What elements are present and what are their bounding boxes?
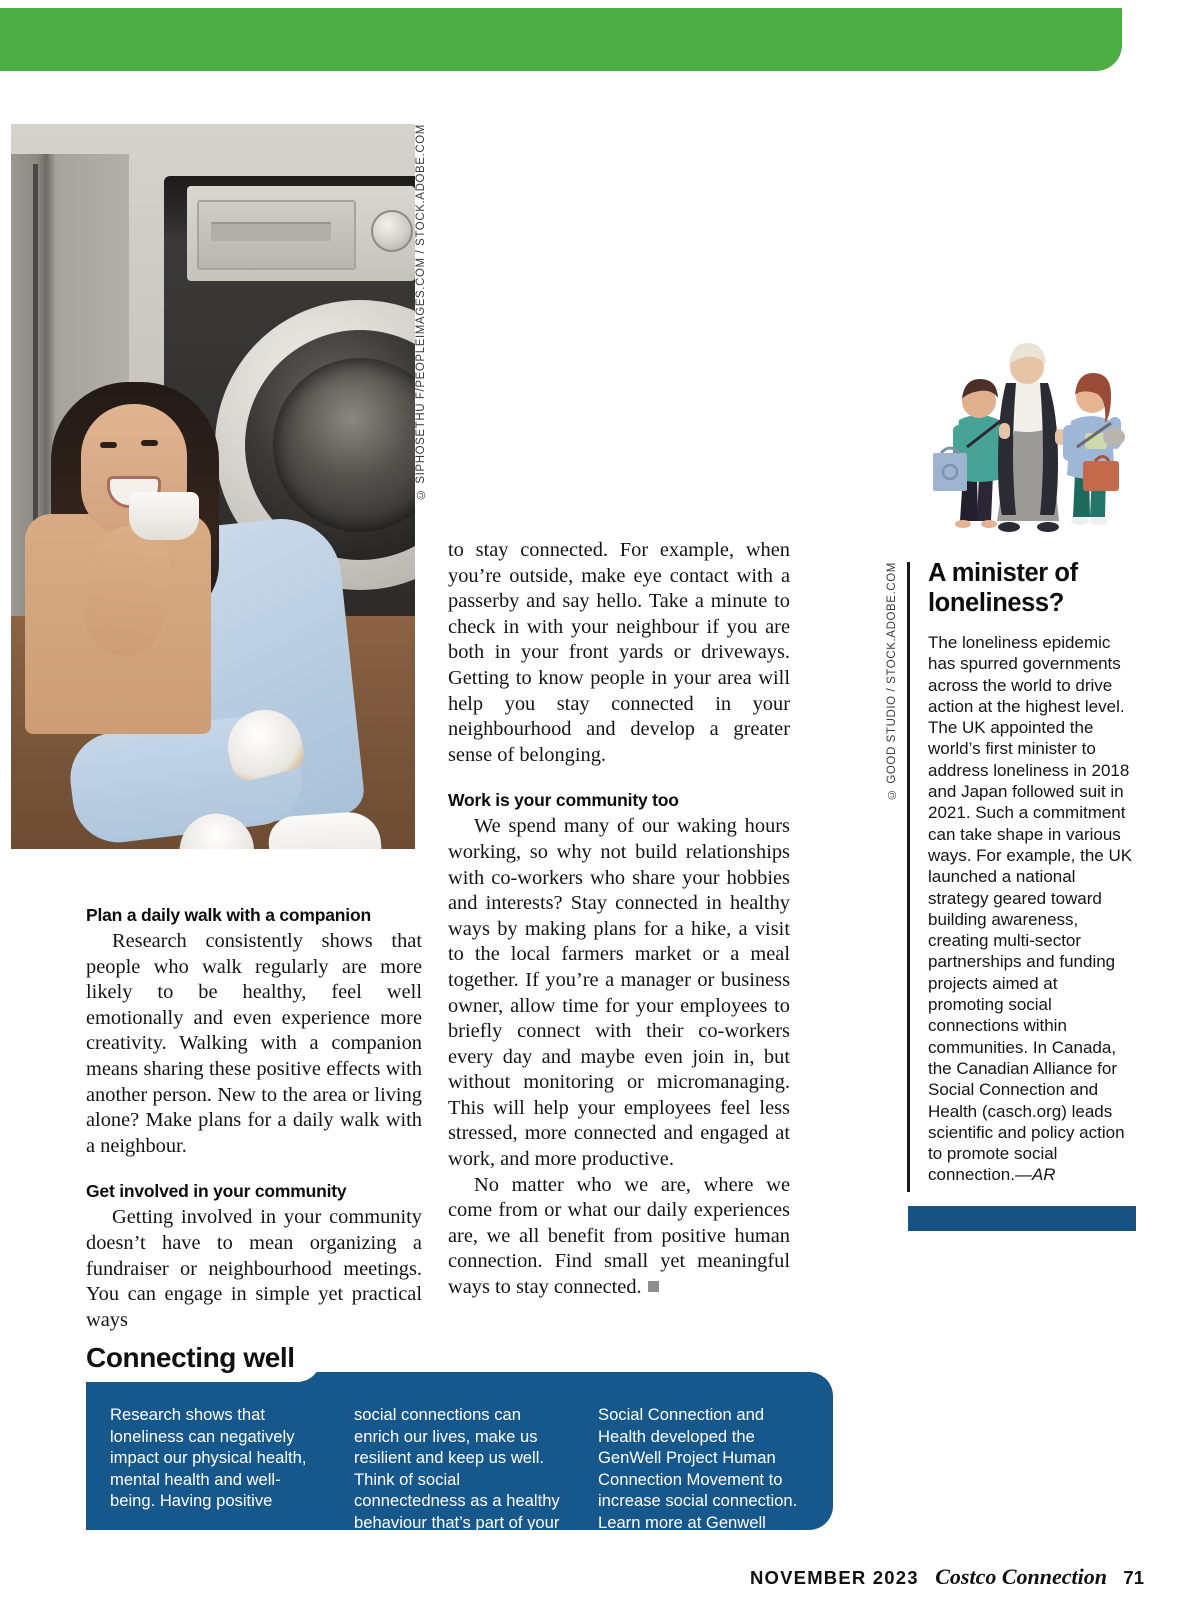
connecting-well-column-3 <box>598 1404 810 1576</box>
hero-photo <box>11 124 415 849</box>
footer-page-number: 71 <box>1123 1567 1144 1588</box>
paragraph-continuation: to stay connected. For example, when you’re outside, make eye contact with a passerby and say hello. Take a minute to check in with your neighbour if you are both in your front yards or driveways. Getting to know people in your area will help you stay connected in your neighbourhood and develop a greater sense of belonging. <box>448 539 790 766</box>
connecting-well-title: Connecting well <box>86 1342 295 1373</box>
photo-washer-dial <box>371 210 413 252</box>
women-walking-illustration <box>905 325 1130 540</box>
sidebar-body-text: The loneliness epidemic has spurred governments across the world to drive action at the highest level. The UK appointed the world’s first minister to address loneliness in 2018 and Japan followed suit in 2021. Such a commitment can take shape in various ways. For example, the UK launched a national strategy geared toward building awareness, creating multi-sector partnerships and funding projects aimed at promoting social connections within communities. In Canada, the Canadian Alliance for Social Connection and Health (casch.org) leads scientific and policy action to promote social connection. <box>928 633 1133 1185</box>
photo-woman-eye-left <box>100 442 117 448</box>
heading-work-is-your-community: Work is your community too <box>448 790 679 811</box>
sidebar-minister-of-loneliness <box>928 558 1135 1186</box>
sidebar-divider-rule <box>907 562 910 1192</box>
photo-coffee-mug <box>129 492 199 540</box>
photo-woman-eye-right <box>141 440 158 446</box>
connecting-well-column-1: Research shows that loneliness can negatively impact our physical health, mental health and well-being. Having positive <box>110 1405 307 1510</box>
footer-magazine-name: Costco Connection <box>935 1564 1107 1589</box>
sidebar-byline: —AR <box>1014 1165 1056 1185</box>
sidebar-blue-bar <box>908 1206 1136 1231</box>
paragraph-get-involved: Getting involved in your community doesn’t have to mean organizing a fundraiser or neighbourhood meetings. You can engage in simple yet practical ways <box>86 1206 422 1331</box>
paragraph-plan-a-daily-walk: Research consistently shows that people who walk regularly are more likely to be healthy, feel well emotionally and even experience more creativity. Walking with a companion means sharing these positive effects with another person. New to the area or living alone? Make plans for a daily walk with a neighbour. <box>86 930 422 1157</box>
connecting-well-byline: —AR <box>681 1534 721 1553</box>
connecting-well-title-wrap <box>86 1334 321 1382</box>
top-green-banner <box>0 8 1122 71</box>
center-text-column <box>448 538 790 1301</box>
illustration-svg <box>905 325 1130 540</box>
photo-drawer-handle <box>211 222 331 241</box>
illustration-credit: © GOOD STUDIO / STOCK.ADOBE.COM <box>886 562 898 801</box>
page-footer <box>0 1564 1144 1590</box>
paragraph-work-community-1: We spend many of our waking hours working, so why not build relationships with co-workers who share your hobbies and interests? Stay connected in healthy ways by making plans for a hike, a visit to the local farmers market or a meal together. If you’re a manager or business owner, allow time for your employees to briefly connect with their co-workers every day and maybe even join in, but without monitoring or micromanaging. This will help your employees feel less stressed, more connected and engaged at work, and more productive. <box>448 815 790 1171</box>
sidebar-title: A minister of loneliness? <box>928 559 1078 617</box>
illo-woman-middle <box>997 343 1066 532</box>
left-text-column <box>86 905 422 1333</box>
paragraph-work-community-2 <box>448 1173 790 1301</box>
illo-woman-right <box>1063 373 1125 525</box>
hero-photo-credit: © SIPHOSETHU F/PEOPLEIMAGES.COM / STOCK.ADOBE.COM <box>415 124 427 501</box>
footer-issue-date: NOVEMBER 2023 <box>749 1567 919 1588</box>
connecting-well-columns <box>110 1404 810 1576</box>
connecting-well-column-3-text: Social Connection and Health developed the GenWell Project Human Connection Movement to increase social connection. Learn more at Genwell project.org. <box>598 1405 798 1553</box>
paragraph-work-community-2-text: No matter who we are, where we come from or what our daily experiences are, we all benefit from positive human connection. Find small yet meaningful ways to stay connected. <box>448 1173 790 1299</box>
sidebar-body <box>928 632 1135 1186</box>
connecting-well-column-2: social connections can enrich our lives, make us resilient and keep us well. Think of social connectedness as a healthy behaviour that’s part of your lifestyle. The Canadian Alliance for <box>354 1405 560 1575</box>
heading-plan-a-daily-walk: Plan a daily walk with a companion <box>86 905 371 925</box>
heading-get-involved: Get involved in your community <box>86 1181 347 1202</box>
end-of-article-marker <box>648 1281 659 1292</box>
